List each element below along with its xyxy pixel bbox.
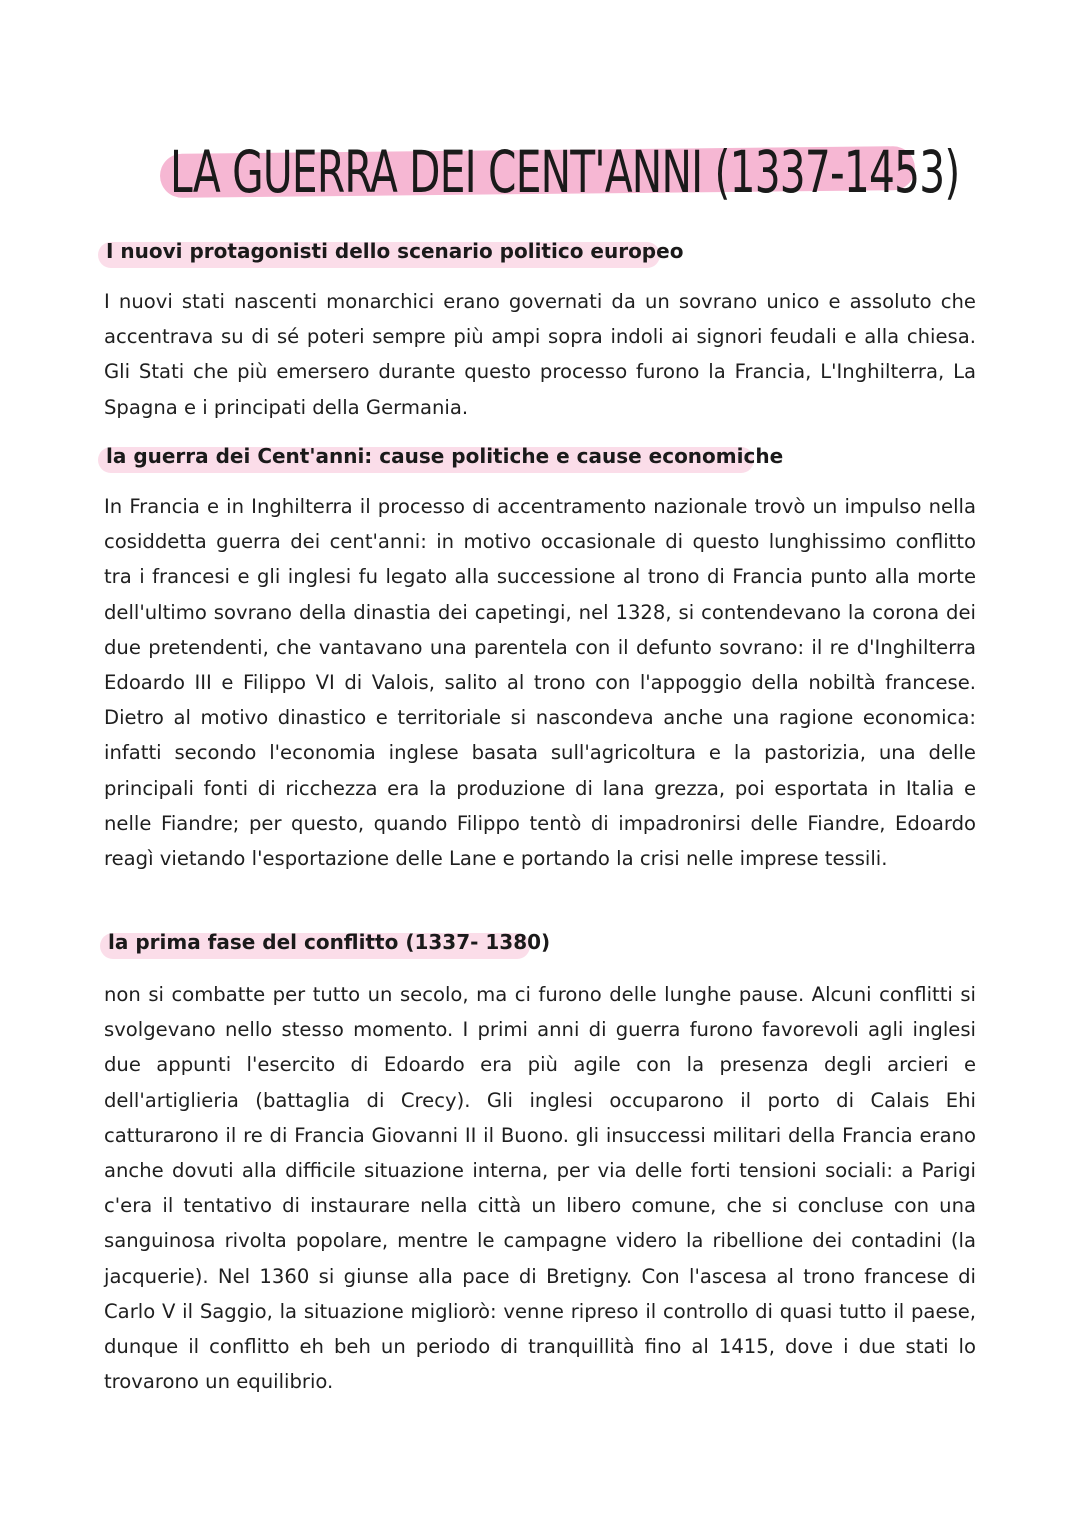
section-heading-prima-fase: la prima fase del conflitto (1337- 1380) [108,930,551,954]
title-block [0,130,1080,220]
page-title: LA GUERRA DEI CENT'ANNI (1337-1453) [170,138,960,206]
section-heading-cause: la guerra dei Cent'anni: cause politiche e cause economiche [106,444,784,468]
section-body-cause: In Francia e in Inghilterra il processo di accentramento nazionale trovò un impulso nella cosiddetta guerra dei cent'anni: in motivo occasionale di questo lunghissimo conflitto tra i francesi e gli inglesi fu legato alla successione al trono di Francia punto alla morte dell'ultimo sovrano della dinastia dei capetingi, nel 1328, si contendevano la corona dei due pretendenti, che vantavano una parentela con il defunto sovrano: il re d'Inghilterra Edoardo III e Filippo VI di Valois, salito al trono con l'appoggio della nobiltà francese. Dietro al motivo dinastico e territoriale si nascondeva anche una ragione economica: infatti secondo l'economia inglese basata sull'agricoltura e la pastorizia, una delle principali fonti di ricchezza era la produzione di lana grezza, poi esportata in Italia e nelle Fiandre; per questo, quando Filippo tentò di impadronirsi delle Fiandre, Edoardo reagì vietando l'esportazione delle Lane e portando la crisi nelle imprese tessili. [104,495,976,871]
section-body-protagonisti: I nuovi stati nascenti monarchici erano governati da un sovrano unico e assoluto che accentrava su di sé poteri sempre più ampi sopra indoli ai signori feudali e alla chiesa. Gli Stati che più emersero durante questo processo furono la Francia, L'Inghilterra, La Spagna e i principati della Germania. [104,290,976,419]
section-body-prima-fase: non si combatte per tutto un secolo, ma ci furono delle lunghe pause. Alcuni conflitti si svolgevano nello stesso momento. I primi anni di guerra furono favorevoli agli inglesi due appunti l'esercito di Edoardo era più agile con la presenza degli arcieri e dell'artiglieria (battaglia di Crecy). Gli inglesi occuparono il porto di Calais Ehi catturarono il re di Francia Giovanni II il Buono. gli insuccessi militari della Francia erano anche dovuti alla difficile situazione interna, per via delle forti tensioni sociali: a Parigi c'era il tentativo di instaurare nella città un libero comune, che si concluse con una sanguinosa rivolta popolare, mentre le campagne videro la ribellione dei contadini (la jacquerie). Nel 1360 si giunse alla pace di Bretigny. Con l'ascesa al trono francese di Carlo V il Saggio, la situazione migliorò: venne ripreso il controllo di quasi tutto il paese, dunque il conflitto eh beh un periodo di tranquillità fino al 1415, dove i due stati lo trovarono un equilibrio. [104,983,976,1394]
section-heading-protagonisti: I nuovi protagonisti dello scenario politico europeo [106,239,684,263]
